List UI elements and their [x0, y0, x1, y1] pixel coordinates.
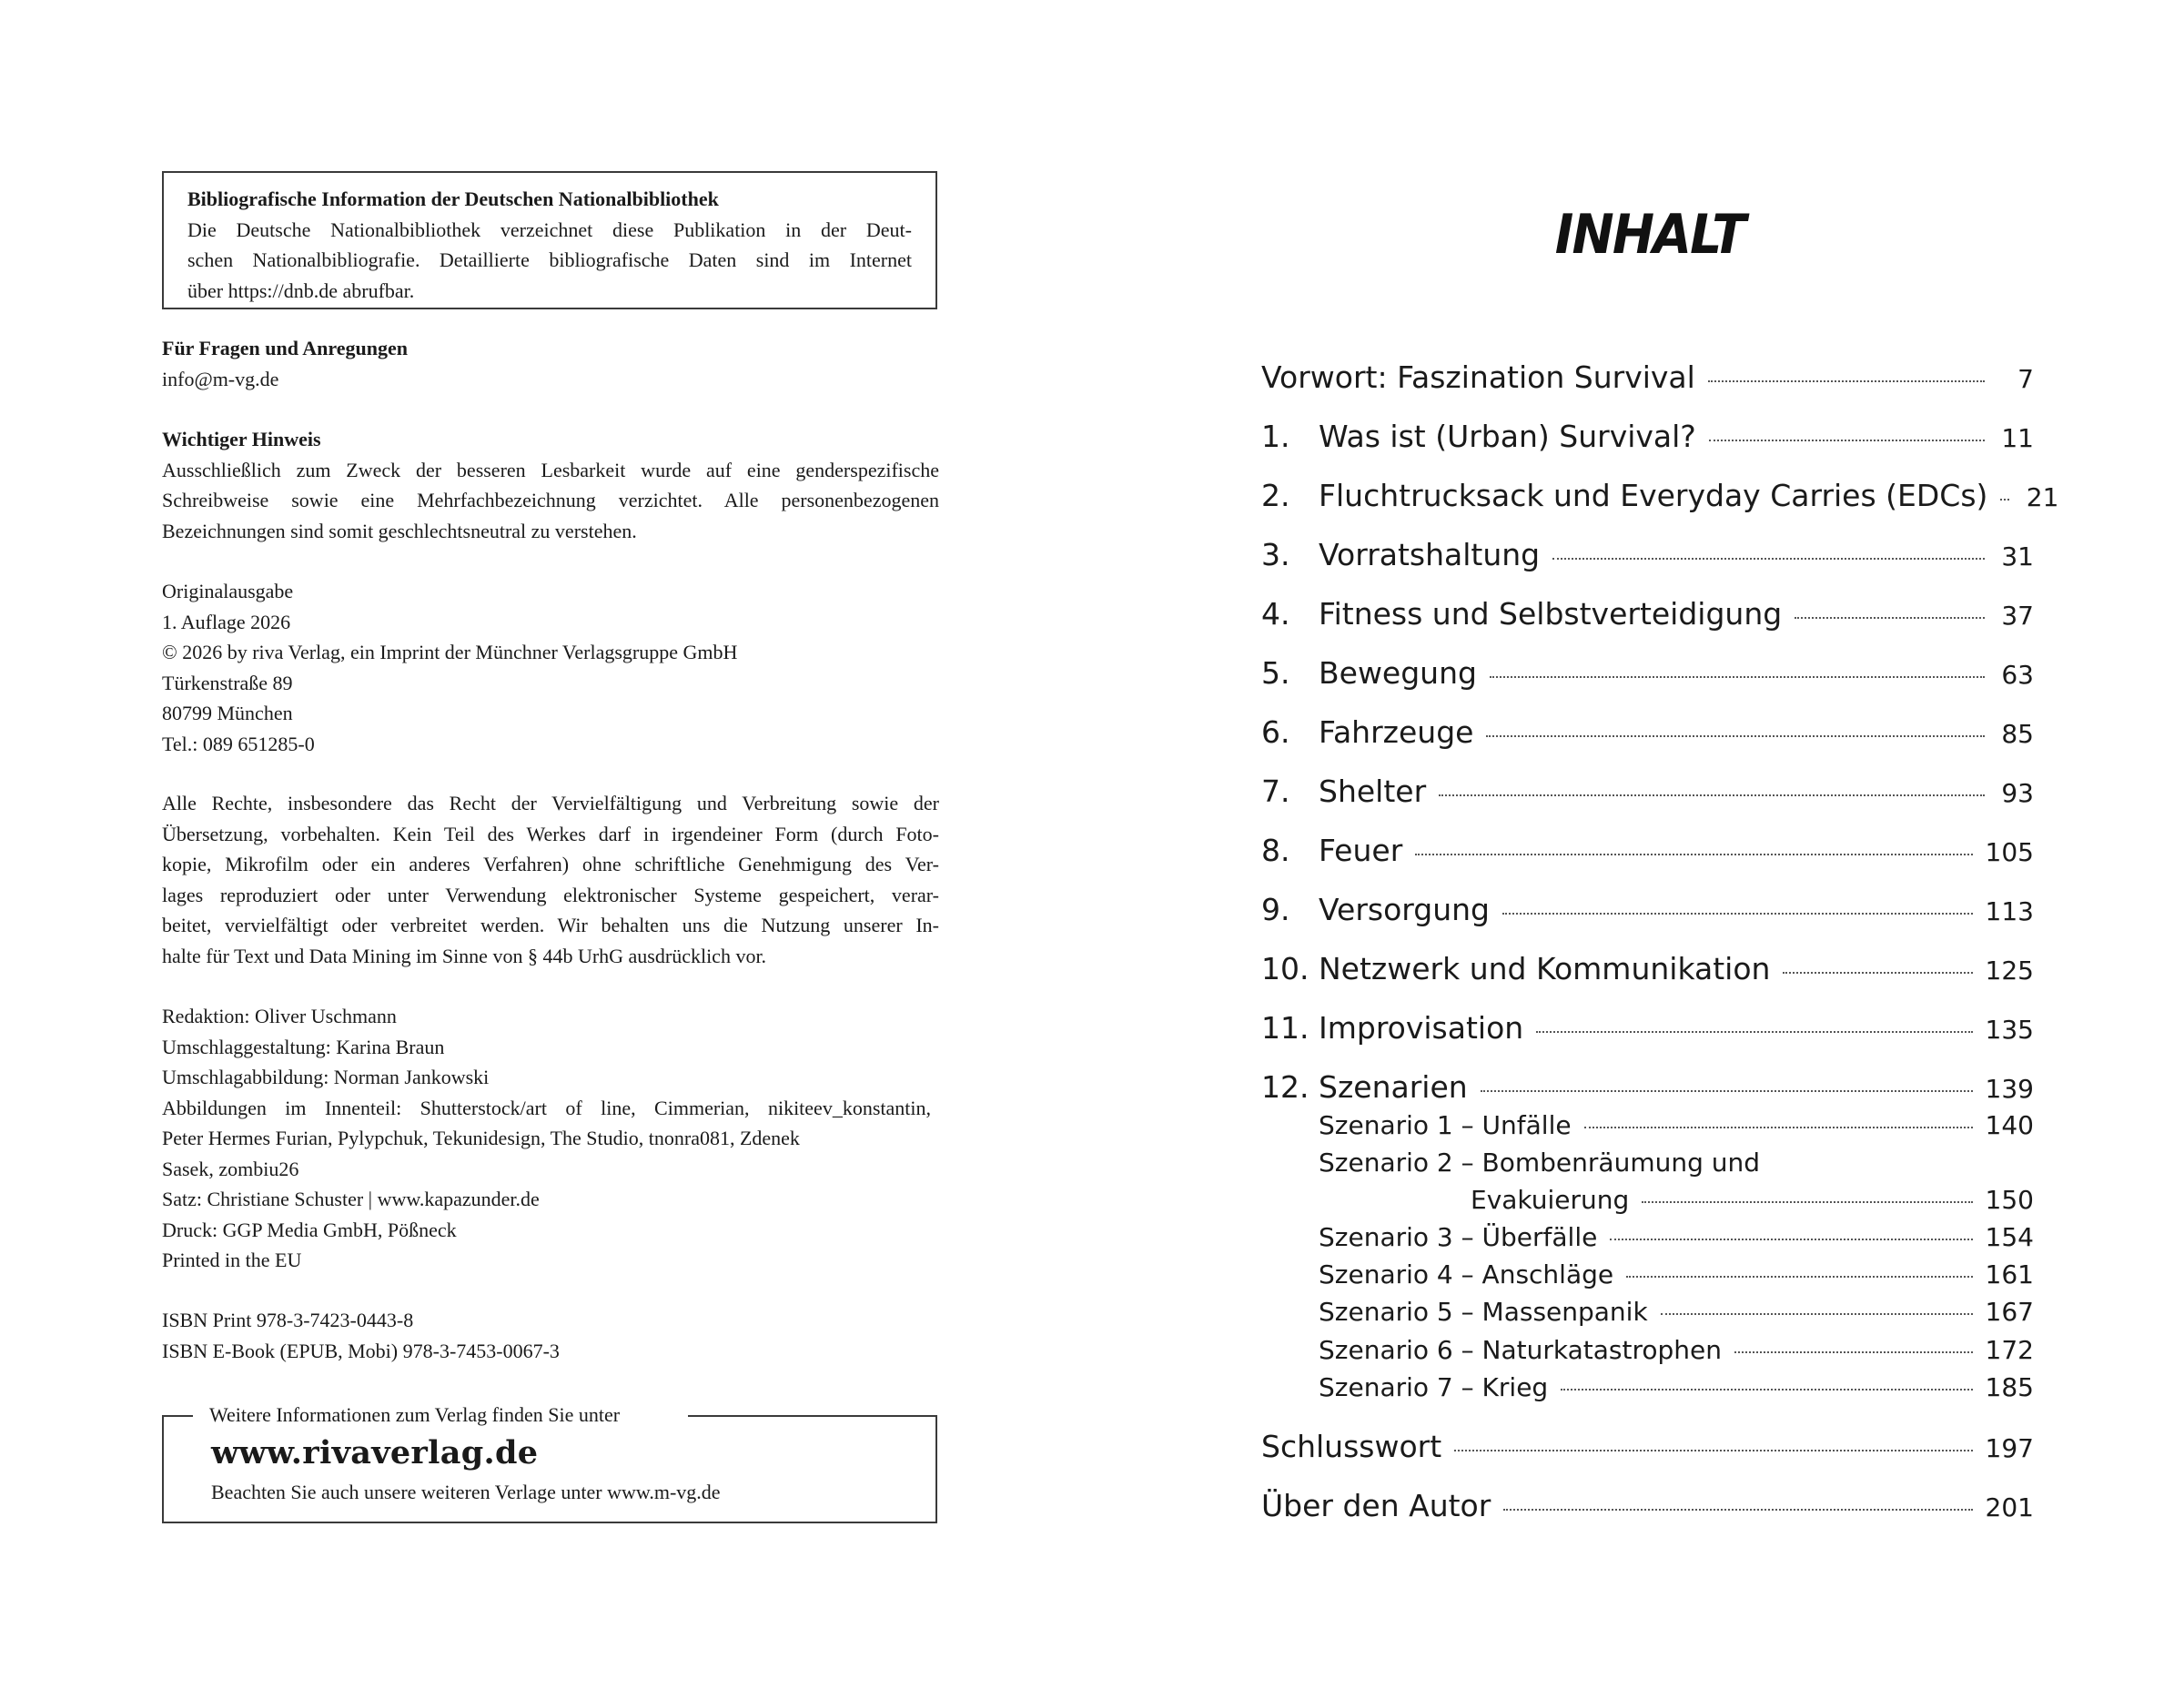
credit-line: Umschlaggestaltung: Karina Braun — [162, 1035, 445, 1058]
dnb-info-box — [162, 171, 937, 309]
dot-leader — [1454, 1450, 1972, 1451]
contact-email: info@m-vg.de — [162, 367, 279, 390]
phone-number: Tel.: 089 651285-0 — [162, 732, 315, 755]
toc-entry-label: Feuer — [1319, 833, 1403, 868]
credit-line: Umschlagabbildung: Norman Jankowski — [162, 1066, 490, 1088]
toc-entry-number: 1. — [1261, 419, 1290, 454]
dot-leader — [1415, 854, 1972, 855]
toc-entry-number: 9. — [1261, 892, 1290, 927]
toc-entry-number: 2. — [1261, 478, 1290, 513]
credit-line: Satz: Christiane Schuster | www.kapazunder.de — [162, 1188, 540, 1210]
rights-line: beitet, vervielfältigt oder verbreitet werden. Wir behalten uns die Nutzung unserer In- — [162, 914, 939, 936]
toc-entry-chapter-4[interactable] — [1261, 596, 2034, 632]
toc-entry-page: 197 — [1985, 1433, 2034, 1463]
toc-entry-chapter-5[interactable] — [1261, 655, 2034, 691]
toc-entry-page: 139 — [1985, 1074, 2034, 1104]
toc-entry-page: 63 — [2001, 660, 2034, 690]
toc-entry-label: Shelter — [1319, 774, 1427, 809]
toc-entry-number: 6. — [1261, 714, 1290, 750]
toc-subentry-page: 140 — [1985, 1110, 2034, 1140]
toc-subentry-label: Szenario 2 – Bombenräumung und — [1319, 1148, 1761, 1178]
rights-section — [162, 788, 939, 971]
toc-entry-page: 135 — [1985, 1015, 2034, 1045]
toc-subentry-page: 150 — [1985, 1185, 2034, 1215]
rights-line: lages reproduziert oder unter Verwendung elektronischer Systeme gespeichert, verar- — [162, 883, 939, 906]
toc-entry-page: 93 — [2001, 778, 2034, 808]
toc-entry-page: 201 — [1985, 1492, 2034, 1522]
rights-line: kopie, Mikrofilm oder ein anderes Verfahren) ohne schriftliche Genehmigung des Ver- — [162, 853, 939, 875]
toc-entry-label: Improvisation — [1319, 1010, 1524, 1046]
toc-subentry-label: Szenario 3 – Überfälle — [1319, 1222, 1598, 1252]
toc-subentry-page: 185 — [1985, 1372, 2034, 1402]
dot-leader — [1661, 1313, 1973, 1315]
toc-entry-closing-words[interactable] — [1261, 1429, 2034, 1464]
toc-entry-label: Was ist (Urban) Survival? — [1319, 419, 1696, 454]
toc-entry-chapter-6[interactable] — [1261, 714, 2034, 750]
isbn-section — [162, 1305, 939, 1366]
dot-leader — [1503, 1509, 1972, 1511]
dnb-line: Die Deutsche Nationalbibliothek verzeichnet diese Publikation in der Deut- — [187, 217, 912, 241]
credit-line: Peter Hermes Furian, Pylypchuk, Tekunidesign, The Studio, tnonra081, Zdenek — [162, 1127, 800, 1149]
questions-heading: Für Fragen und Anregungen — [162, 337, 408, 359]
toc-entry-page: 7 — [2017, 364, 2034, 394]
rights-line: Alle Rechte, insbesondere das Recht der Vervielfältigung und Verbreitung sowie der — [162, 792, 939, 814]
dot-leader — [1490, 676, 1985, 678]
isbn-print: ISBN Print 978-3-7423-0443-8 — [162, 1309, 414, 1331]
toc-entry-label: Fahrzeuge — [1319, 714, 1474, 750]
toc-subentry-scenario-4[interactable] — [1261, 1259, 2034, 1289]
toc-entry-foreword[interactable] — [1261, 359, 2034, 395]
dot-leader — [1783, 972, 1972, 974]
publisher-box — [162, 1403, 937, 1523]
toc-entry-chapter-12[interactable] — [1261, 1069, 2034, 1105]
toc-entry-number: 3. — [1261, 537, 1290, 572]
toc-entry-label: Versorgung — [1319, 892, 1490, 927]
publisher-url[interactable]: www.rivaverlag.de — [211, 1434, 539, 1471]
dot-leader — [1610, 1239, 1972, 1240]
rights-line: halte für Text und Data Mining im Sinne von § 44b UrhG ausdrücklich vor. — [162, 944, 767, 967]
isbn-ebook: ISBN E-Book (EPUB, Mobi) 978-3-7453-0067-3 — [162, 1339, 560, 1362]
dot-leader — [1795, 617, 1985, 619]
dot-leader — [1536, 1031, 1972, 1033]
toc-entry-number: 10. — [1261, 951, 1309, 986]
toc-entry-label: Szenarien — [1319, 1069, 1468, 1105]
dot-leader — [1561, 1389, 1972, 1391]
dot-leader — [1734, 1351, 1973, 1353]
toc-entry-number: 5. — [1261, 655, 1290, 691]
toc-subentry-page: 167 — [1985, 1297, 2034, 1327]
toc-entry-page: 113 — [1985, 896, 2034, 926]
address-street: Türkenstraße 89 — [162, 671, 293, 694]
toc-entry-label: Bewegung — [1319, 655, 1477, 691]
edition-line: 1. Auflage 2026 — [162, 610, 291, 633]
toc-entry-page: 31 — [2001, 541, 2034, 571]
toc-subentry-scenario-2[interactable] — [1261, 1148, 2034, 1178]
dot-leader — [1708, 380, 1985, 382]
dot-leader — [1486, 735, 1985, 737]
dnb-heading: Bibliografische Information der Deutschen Nationalbibliothek — [187, 187, 719, 210]
notice-heading: Wichtiger Hinweis — [162, 428, 321, 450]
edition-line: Originalausgabe — [162, 580, 294, 602]
notice-section — [162, 424, 939, 546]
toc-subentry-scenario-7[interactable] — [1261, 1372, 2034, 1402]
toc-entry-chapter-9[interactable] — [1261, 892, 2034, 927]
toc-entry-about-author[interactable] — [1261, 1488, 2034, 1523]
toc-entry-chapter-8[interactable] — [1261, 833, 2034, 868]
toc-subentry-page: 161 — [1985, 1259, 2034, 1289]
toc-subentry-label: Szenario 7 – Krieg — [1319, 1372, 1549, 1402]
toc-subentry-scenario-5[interactable] — [1261, 1297, 2034, 1327]
credit-line: Druck: GGP Media GmbH, Pößneck — [162, 1218, 457, 1241]
toc-entry-page: 85 — [2001, 719, 2034, 749]
dot-leader — [1481, 1090, 1973, 1092]
toc-subentry-page: 154 — [1985, 1222, 2034, 1252]
toc-entry-label: Vorwort: Faszination Survival — [1261, 359, 1695, 395]
notice-line: Ausschließlich zum Zweck der besseren Lesbarkeit wurde auf eine genderspezifische — [162, 458, 939, 481]
dot-leader — [1502, 913, 1973, 915]
toc-entry-label: Fluchtrucksack und Everyday Carries (EDCs) — [1319, 478, 1988, 513]
toc-entry-label: Über den Autor — [1261, 1488, 1491, 1523]
dot-leader — [1584, 1127, 1973, 1128]
toc-subentry-label: Szenario 6 – Naturkatastrophen — [1319, 1335, 1722, 1365]
toc-entry-number: 11. — [1261, 1010, 1309, 1046]
rights-line: Übersetzung, vorbehalten. Kein Teil des Werkes darf in irgendeiner Form (durch Foto- — [162, 822, 939, 845]
credit-line: Redaktion: Oliver Uschmann — [162, 1005, 397, 1027]
box-border-top-left — [162, 1415, 193, 1417]
dot-leader — [1439, 794, 1985, 796]
toc-entry-chapter-3[interactable] — [1261, 537, 2034, 572]
notice-line: Bezeichnungen sind somit geschlechtsneutral zu verstehen. — [162, 519, 637, 542]
dot-leader — [1709, 440, 1985, 441]
dnb-line: über https://dnb.de abrufbar. — [187, 278, 415, 302]
toc-entry-chapter-11[interactable] — [1261, 1010, 2034, 1046]
publisher-note: Beachten Sie auch unsere weiteren Verlage unter www.m-vg.de — [211, 1481, 721, 1503]
toc-entry-number: 7. — [1261, 774, 1290, 809]
credit-line: Sasek, zombiu26 — [162, 1157, 299, 1180]
toc-entry-number: 12. — [1261, 1069, 1309, 1105]
toc-entry-page: 105 — [1985, 837, 2034, 867]
toc-entry-number: 4. — [1261, 596, 1290, 632]
toc-entry-page: 37 — [2001, 601, 2034, 631]
edition-section — [162, 576, 939, 759]
toc-entry-page: 125 — [1985, 956, 2034, 986]
publisher-caption: Weitere Informationen zum Verlag finden Sie unter — [209, 1403, 621, 1426]
credit-line: Printed in the EU — [162, 1249, 302, 1271]
toc-entry-label: Netzwerk und Kommunikation — [1319, 951, 1771, 986]
notice-line: Schreibweise sowie eine Mehrfachbezeichnung verzichtet. Alle personenbezogenen — [162, 489, 939, 511]
toc-entry-chapter-10[interactable] — [1261, 951, 2034, 986]
address-city: 80799 München — [162, 702, 293, 724]
toc-subentry-label: Szenario 5 – Massenpanik — [1319, 1297, 1648, 1327]
copyright-line: © 2026 by riva Verlag, ein Imprint der Münchner Verlagsgruppe GmbH — [162, 641, 738, 663]
toc-subentry-scenario-3[interactable] — [1261, 1222, 2034, 1252]
toc-entry-chapter-1[interactable] — [1261, 419, 2034, 454]
dot-leader — [1552, 558, 1985, 560]
toc-entry-page: 11 — [2001, 423, 2034, 453]
dnb-line: schen Nationalbibliografie. Detaillierte bibliografische Daten sind im Internet — [187, 248, 912, 271]
toc-subentry-label-cont: Evakuierung — [1471, 1185, 1630, 1215]
box-border-top-right — [688, 1415, 937, 1417]
credit-line: Abbildungen im Innenteil: Shutterstock/art of line, Cimmerian, nikiteev_konstantin, — [162, 1096, 931, 1119]
toc-entry-number: 8. — [1261, 833, 1290, 868]
toc-entry-page: 21 — [2026, 482, 2059, 512]
credits-section — [162, 1001, 939, 1276]
toc-title: INHALT — [1554, 203, 1745, 267]
dot-leader — [1642, 1201, 1972, 1203]
dot-leader — [1626, 1276, 1972, 1278]
toc-subentry-scenario-6[interactable] — [1261, 1335, 2034, 1365]
toc-entry-chapter-7[interactable] — [1261, 774, 2034, 809]
toc-entry-label: Schlusswort — [1261, 1429, 1442, 1464]
questions-section — [162, 333, 939, 394]
dot-leader — [2000, 499, 2009, 501]
toc-subentry-scenario-2-cont[interactable] — [1261, 1185, 2034, 1215]
toc-subentry-label: Szenario 1 – Unfälle — [1319, 1110, 1572, 1140]
toc-subentry-label: Szenario 4 – Anschläge — [1319, 1259, 1614, 1289]
toc-entry-label: Fitness und Selbstverteidigung — [1319, 596, 1783, 632]
toc-subentry-page: 172 — [1985, 1335, 2034, 1365]
toc-entry-label: Vorratshaltung — [1319, 537, 1541, 572]
toc-entry-chapter-2[interactable] — [1261, 478, 2059, 513]
toc-subentry-scenario-1[interactable] — [1261, 1110, 2034, 1140]
